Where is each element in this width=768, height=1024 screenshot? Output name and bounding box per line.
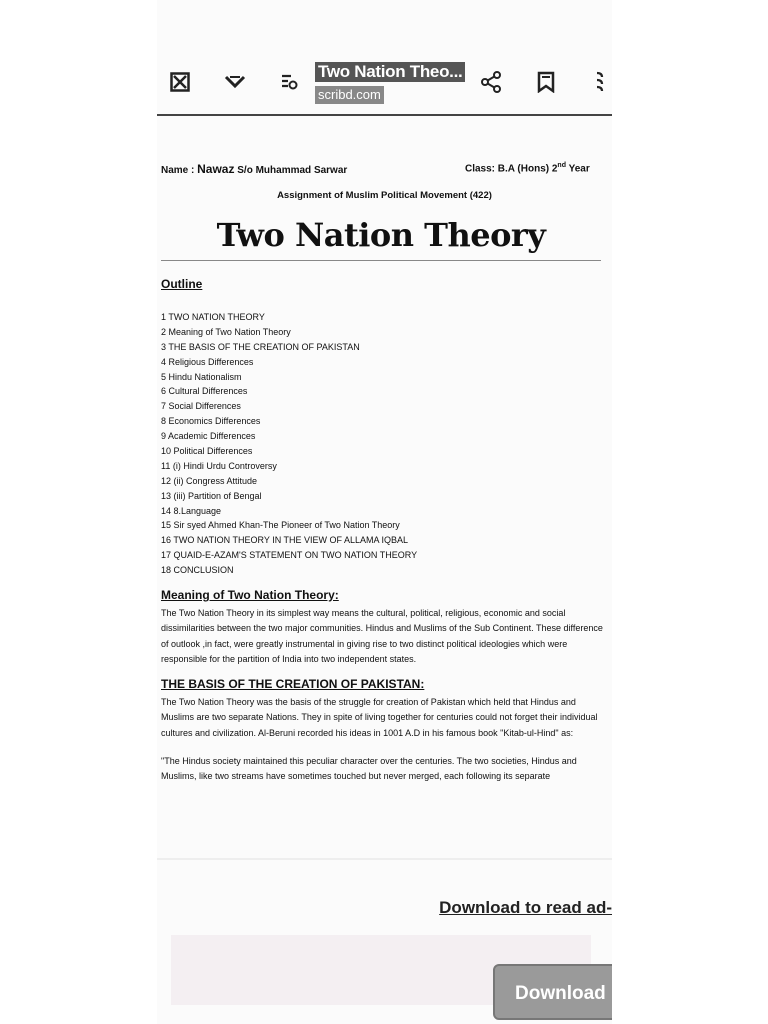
student-name: Name : Nawaz S/o Muhammad Sarwar (161, 162, 348, 176)
title-divider (161, 260, 601, 261)
outline-item: 6 Cultural Differences (161, 386, 248, 397)
outline-item: 7 Social Differences (161, 401, 241, 412)
outline-item: 1 TWO NATION THEORY (161, 312, 265, 322)
outline-item: 18 CONCLUSION (161, 565, 234, 576)
meaning-paragraph: The Two Nation Theory in its simplest way means the cultural, political, religious, economic and social dissimilarities between the two major communities. Hindus and Muslims of the Sub Continent. These difference of outlook ,in fact, were greatly instrumental in giving rise to two distinct political ideologies which were responsible for the partition of India into two independent states. (161, 608, 603, 664)
chevron-down-icon[interactable] (221, 68, 249, 96)
page-title: Two Nation Theory (216, 216, 546, 254)
outline-list (161, 310, 417, 578)
outline-item: 8 Economics Differences (161, 416, 261, 427)
outline-item: 13 (iii) Partition of Bengal (161, 490, 262, 501)
share-icon[interactable] (477, 68, 505, 96)
outline-item: 3 THE BASIS OF THE CREATION OF PAKISTAN (161, 341, 360, 352)
outline-item: 15 Sir syed Ahmed Khan-The Pioneer of Two Nation Theory (161, 520, 400, 531)
outline-item: 11 (i) Hindi Urdu Controversy (161, 460, 277, 471)
text-settings-icon[interactable] (275, 68, 303, 96)
reader-toolbar (157, 58, 612, 116)
outline-item: 17 QUAID-E-AZAM'S STATEMENT ON TWO NATION THEORY (161, 550, 418, 561)
page-separator (157, 858, 612, 860)
outline-item: 5 Hindu Nationalism (161, 371, 242, 382)
download-to-read-link[interactable]: Download to read ad- (439, 898, 612, 917)
meaning-heading: Meaning of Two Nation Theory: (161, 588, 339, 602)
document-title: Two Nation Theo... (315, 62, 465, 82)
outline-item: 14 8.Language (161, 505, 222, 516)
close-icon[interactable] (166, 68, 194, 96)
more-icon[interactable] (585, 68, 612, 96)
quote-paragraph: "The Hindus society maintained this peculiar character over the centuries. The two societies, Hindus and Muslims, like two streams have sometimes touched but never merged, each following its separate (161, 756, 577, 782)
outline-item: 4 Religious Differences (161, 356, 254, 367)
download-button[interactable]: Download (493, 964, 612, 1020)
document-domain: scribd.com (315, 86, 384, 104)
outline-item: 12 (ii) Congress Attitude (161, 475, 258, 486)
phone-screen (157, 0, 612, 1024)
outline-item: 16 TWO NATION THEORY IN THE VIEW OF ALLAMA IQBAL (161, 535, 409, 546)
basis-paragraph: The Two Nation Theory was the basis of the struggle for creation of Pakistan which held that Hindus and Muslims are two separate Nations. They in spite of living together for centuries could not forget their individual cultures and civilization. Al-Beruni recorded his ideas in 1001 A.D in his famous book "Kitab-ul-Hind" as: (161, 697, 598, 738)
assignment-line: Assignment of Muslim Political Movement (422) (277, 190, 492, 201)
outline-item: 2 Meaning of Two Nation Theory (161, 326, 291, 337)
outline-item: 9 Academic Differences (161, 431, 256, 442)
basis-heading: THE BASIS OF THE CREATION OF PAKISTAN: (161, 677, 425, 691)
bookmark-icon[interactable] (532, 68, 560, 96)
student-class: Class: B.A (Hons) 2nd Year (465, 162, 590, 175)
outline-heading: Outline (161, 277, 203, 291)
outline-item: 10 Political Differences (161, 446, 253, 457)
